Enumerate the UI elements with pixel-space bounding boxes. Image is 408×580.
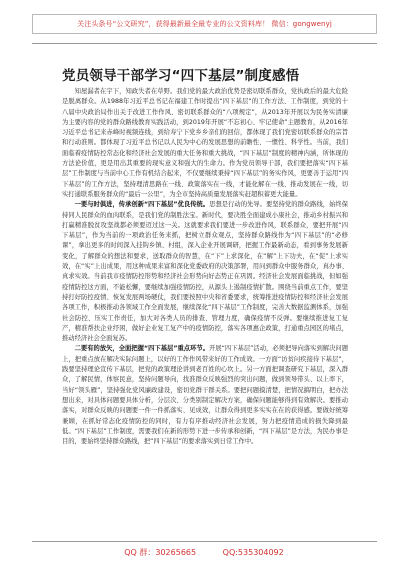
document-title: 党员领导干部学习“四下基层”制度感悟 xyxy=(62,68,300,84)
qq-group: QQ 群：30265665 xyxy=(124,548,197,557)
qq-contact: QQ:535304092 xyxy=(222,548,284,557)
paragraph-text: 知屋漏者在宇下，知政失者在草野。我们党的最大政治优势是密切联系群众，党执政后的最大危险是脱离群众。从1988年习近平总书记在福建工作时提出“四下基层”的工作方法、工作制度，到党的十八届中央政治局作出关于改进工作作风、密切联系群众的“八项规定”，从2013年开展以为民务实清廉为主要内容的党的群众路线教育实践活动，到2019年开展“不忘初心、牢记使命”主题教育，从2016年习近平总书记来赤峰时视频连线，到给寿宁下党乡乡亲们的回信，都体现了我们党密切联系群众的宗旨和行动准则。都体现了习近平总书记以人民为中心的发展思想的前瞻性、一惯性、科学性。当前，我们面临着疫情防控常态化和经济社会发展的重大任务和重大挑战，“四下基层”制度的精神内涵，所体现的方法论价值，更是用出其重要的现实意义和强大的生命力。作为党员领导干部，我们要把落实“四下基层”工作制度与当前中心工作有机结合起来，不仅要继续秉持“四下基层”的务实作风，更要善于运用“四下基层”的工作方法，坚持理清思路在一线、政策落实在一线，才能化解在一线、推动发展在一线，切实打通联系服务群众的“最后一公里”，为全市坚持高质量发展落实赶超积蓄更大能量。 xyxy=(62,88,348,198)
document-body xyxy=(62,87,348,447)
paragraph-lead: 一要与时俱进，传承创新“四下基层”优良传统。 xyxy=(74,201,210,209)
paragraph xyxy=(62,200,348,344)
paragraph-text: 思想是行动的先导。要坚持党的群众路线，始终保持同人民群众的血肉联系，是我们党的制胜法宝。新时代，要决胜全面建成小康社会，推动乡村振兴和打赢精准脱贫攻坚战都必须要迈过这一关。这就要求我们要进一步改进作风，联系群众，要把开展“四下基层”，作为当前的一项政治任务来抓，把树立群众观点，坚持群众路线作为“四下基层”的“必修课”，拿出更多的时间深入挂钩乡镇、村组，深入企业开展调研，把握工作最新动态，看到事务发展新变化，了解群众的想法和要求，送取群众的智慧，在“下”上求深化，在“解”上下功夫，在“促”上求实效，在“实”上出成果，用这种成果来富和深化党委政府的决策部署，用问到群众中服务群众，真办事、真求实效。当前我市疫情防控形势和经济社会形势向好态势正在巩固。经济社会发展面临挑战，但如强疫情防控这方面，不能松懈，要继续加强疫情防控，从源头上遏制疫情扩散。围绕当前重点工作，要坚持打好防控疫情、恢复发展两场硬仗，我们要按照中央和省委要求，统筹推进疫情防控和经济社会发展各项工作，积极推动各领域工作全面发展，继续深化“四下基层”工作制度，完善大数据监测体系，加强社会防控、压实工作责任，加大对各类人员的排查、管理力度，确保疫情不反弹。要继续推进复工复产，精准帮扶企业纾困，做好企业复工复产中的疫情防控，落实各项惠企政策，打通重点园区的堵点，推动经济社会全面复苏。 xyxy=(62,201,349,343)
header-divider xyxy=(32,43,377,44)
paragraph-text: 开展“四下基层”活动，必须把导向落实到解决问题上，把重点放在解决实际问题上，以好的工作作风带来好的工作成效。一方面“访贫问疾接待下基层”，践要坚持理论宣传下基层，把党的政策理论讲到老百姓的心坎上。另一方面把调查研究下基层，深入群众，了解民情，体察民意，坚持问题导向，找准群众反映强烈的突出问题，做到领导带头、以上率下，当好“领头雁”，坚持强化党风廉政建设，密切党群干群关系。要把问题摸清楚，把情况搞明白，把办法想出来，对具体问题要具体分析，分层次、分类别制定解决方案，确保问题能够得到有效解决。要推动落实，对群众反映的问题要一件一件抓落实、见成效，让群众得到更多实实在在的获得感。要做好统筹兼顾，在抓好常态化疫情防控的同时，有力有序推动经济社会发展，努力把疫情造成的损失降到最低。“四下基层”工作制度，需要我们在新的形势下进一步传承和创新，“四下基层”是方法，为民办事是目的，要始终坚持群众路线，把“四下基层”的要求落实到日常工作中。 xyxy=(62,345,349,446)
paragraph-lead: 二要有的放矢，全面把握“四下基层”重点环节。 xyxy=(74,345,210,353)
promo-banner: 关注头条号“公文研究”，获得最新最全最专业的公文资料库！ 微信：gongwenyj xyxy=(32,14,377,34)
paragraph xyxy=(62,87,348,200)
paragraph xyxy=(62,344,348,447)
footer xyxy=(0,547,408,558)
footer-divider xyxy=(32,541,377,542)
